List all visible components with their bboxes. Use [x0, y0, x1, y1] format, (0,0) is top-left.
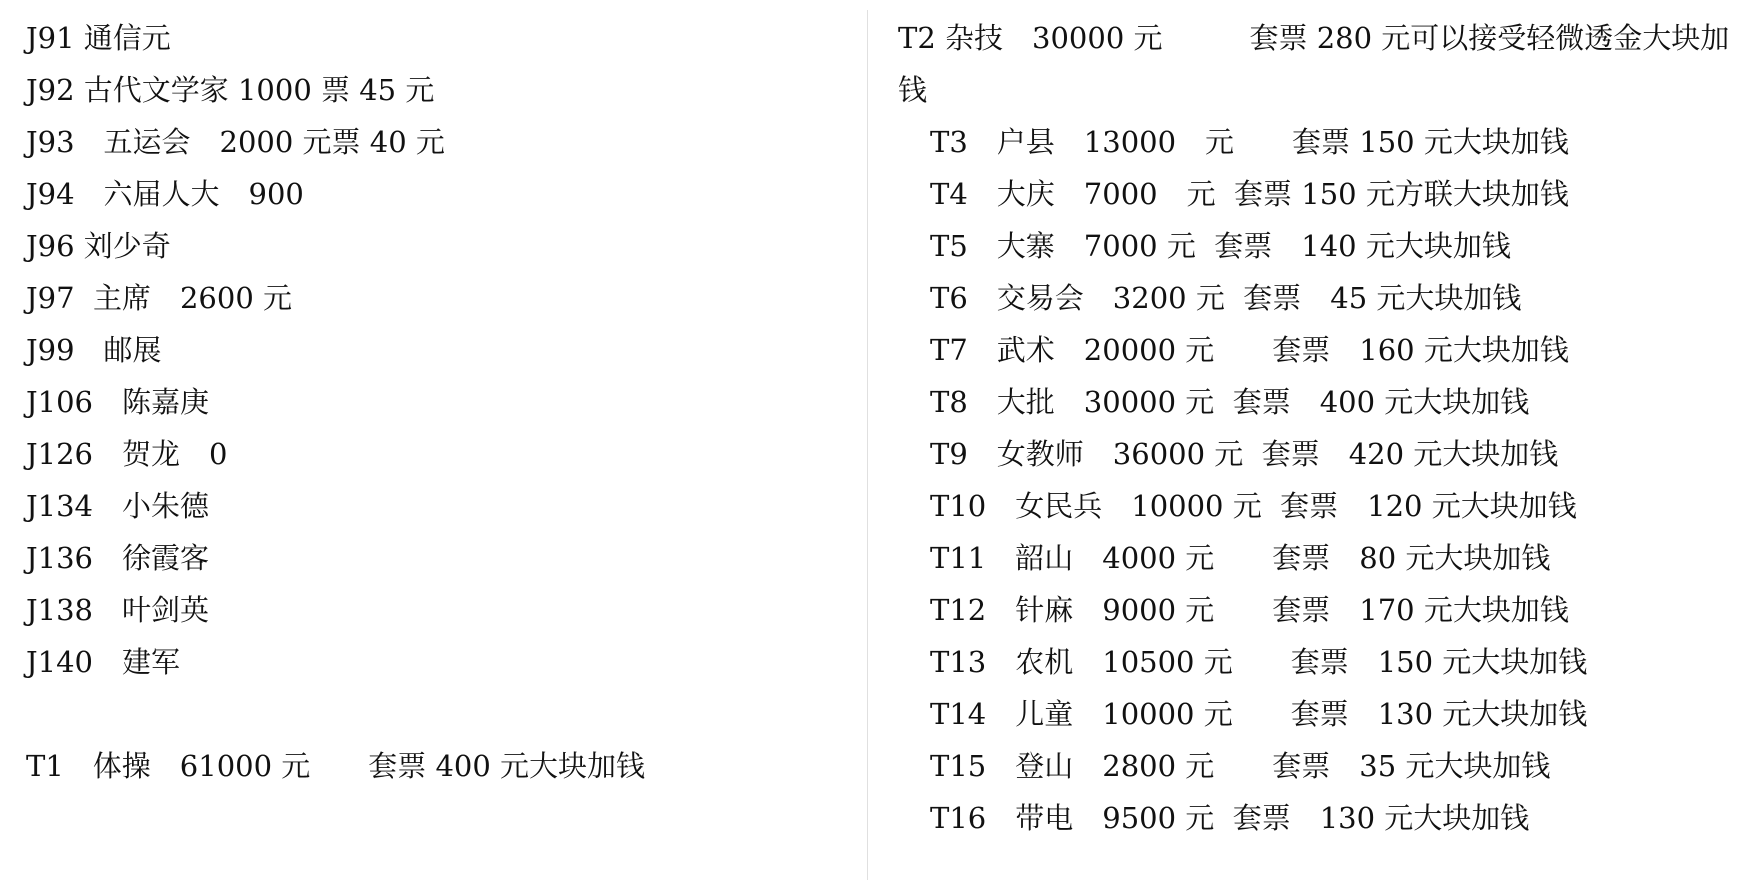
stamp-entry-j136: J136 徐霞客 [26, 541, 209, 575]
stamp-entry-t5: T5 大寨 7000 元 套票 140 元大块加钱 [930, 229, 1511, 263]
stamp-entry-t9: T9 女教师 36000 元 套票 420 元大块加钱 [930, 437, 1559, 471]
stamp-entry-j96: J96 刘少奇 [26, 229, 171, 263]
stamp-entry-j140: J140 建军 [26, 645, 180, 679]
stamp-entry-t16: T16 带电 9500 元 套票 130 元大块加钱 [930, 801, 1530, 835]
stamp-entry-t3: T3 户县 13000 元 套票 150 元大块加钱 [930, 125, 1569, 159]
stamp-entry-j93: J93 五运会 2000 元票 40 元 [26, 125, 445, 159]
stamp-entry-t7: T7 武术 20000 元 套票 160 元大块加钱 [930, 333, 1569, 367]
stamp-entry-t1: T1 体操 61000 元 套票 400 元大块加钱 [26, 749, 646, 783]
stamp-entry-t10: T10 女民兵 10000 元 套票 120 元大块加钱 [930, 489, 1577, 523]
stamp-entry-t14: T14 儿童 10000 元 套票 130 元大块加钱 [930, 697, 1588, 731]
stamp-entry-t4: T4 大庆 7000 元 套票 150 元方联大块加钱 [930, 177, 1569, 211]
stamp-entry-t2: T2 杂技 30000 元 套票 280 元可以接受轻微透金大块加钱 [898, 21, 1730, 107]
left-column [26, 12, 846, 880]
stamp-entry-t13: T13 农机 10500 元 套票 150 元大块加钱 [930, 645, 1588, 679]
right-entries-list [898, 116, 1738, 844]
stamp-entry-j99: J99 邮展 [26, 333, 162, 367]
stamp-entry-j91: J91 通信元 [26, 21, 171, 55]
stamp-entry-j94: J94 六届人大 900 [26, 177, 304, 211]
stamp-entry-j92: J92 古代文学家 1000 票 45 元 [26, 73, 435, 107]
right-column [898, 12, 1738, 880]
stamp-entry-j134: J134 小朱德 [26, 489, 209, 523]
stamp-entry-j126: J126 贺龙 0 [26, 437, 228, 471]
stamp-entry-t12: T12 针麻 9000 元 套票 170 元大块加钱 [930, 593, 1569, 627]
stamp-entry-j138: J138 叶剑英 [26, 593, 209, 627]
blank-line [26, 688, 846, 740]
stamp-entry-t11: T11 韶山 4000 元 套票 80 元大块加钱 [930, 541, 1551, 575]
column-divider [867, 10, 868, 880]
stamp-entry-t8: T8 大批 30000 元 套票 400 元大块加钱 [930, 385, 1530, 419]
stamp-entry-t6: T6 交易会 3200 元 套票 45 元大块加钱 [930, 281, 1522, 315]
stamp-entry-j97: J97 主席 2600 元 [26, 281, 292, 315]
stamp-entry-t15: T15 登山 2800 元 套票 35 元大块加钱 [930, 749, 1551, 783]
stamp-entry-j106: J106 陈嘉庚 [26, 385, 209, 419]
